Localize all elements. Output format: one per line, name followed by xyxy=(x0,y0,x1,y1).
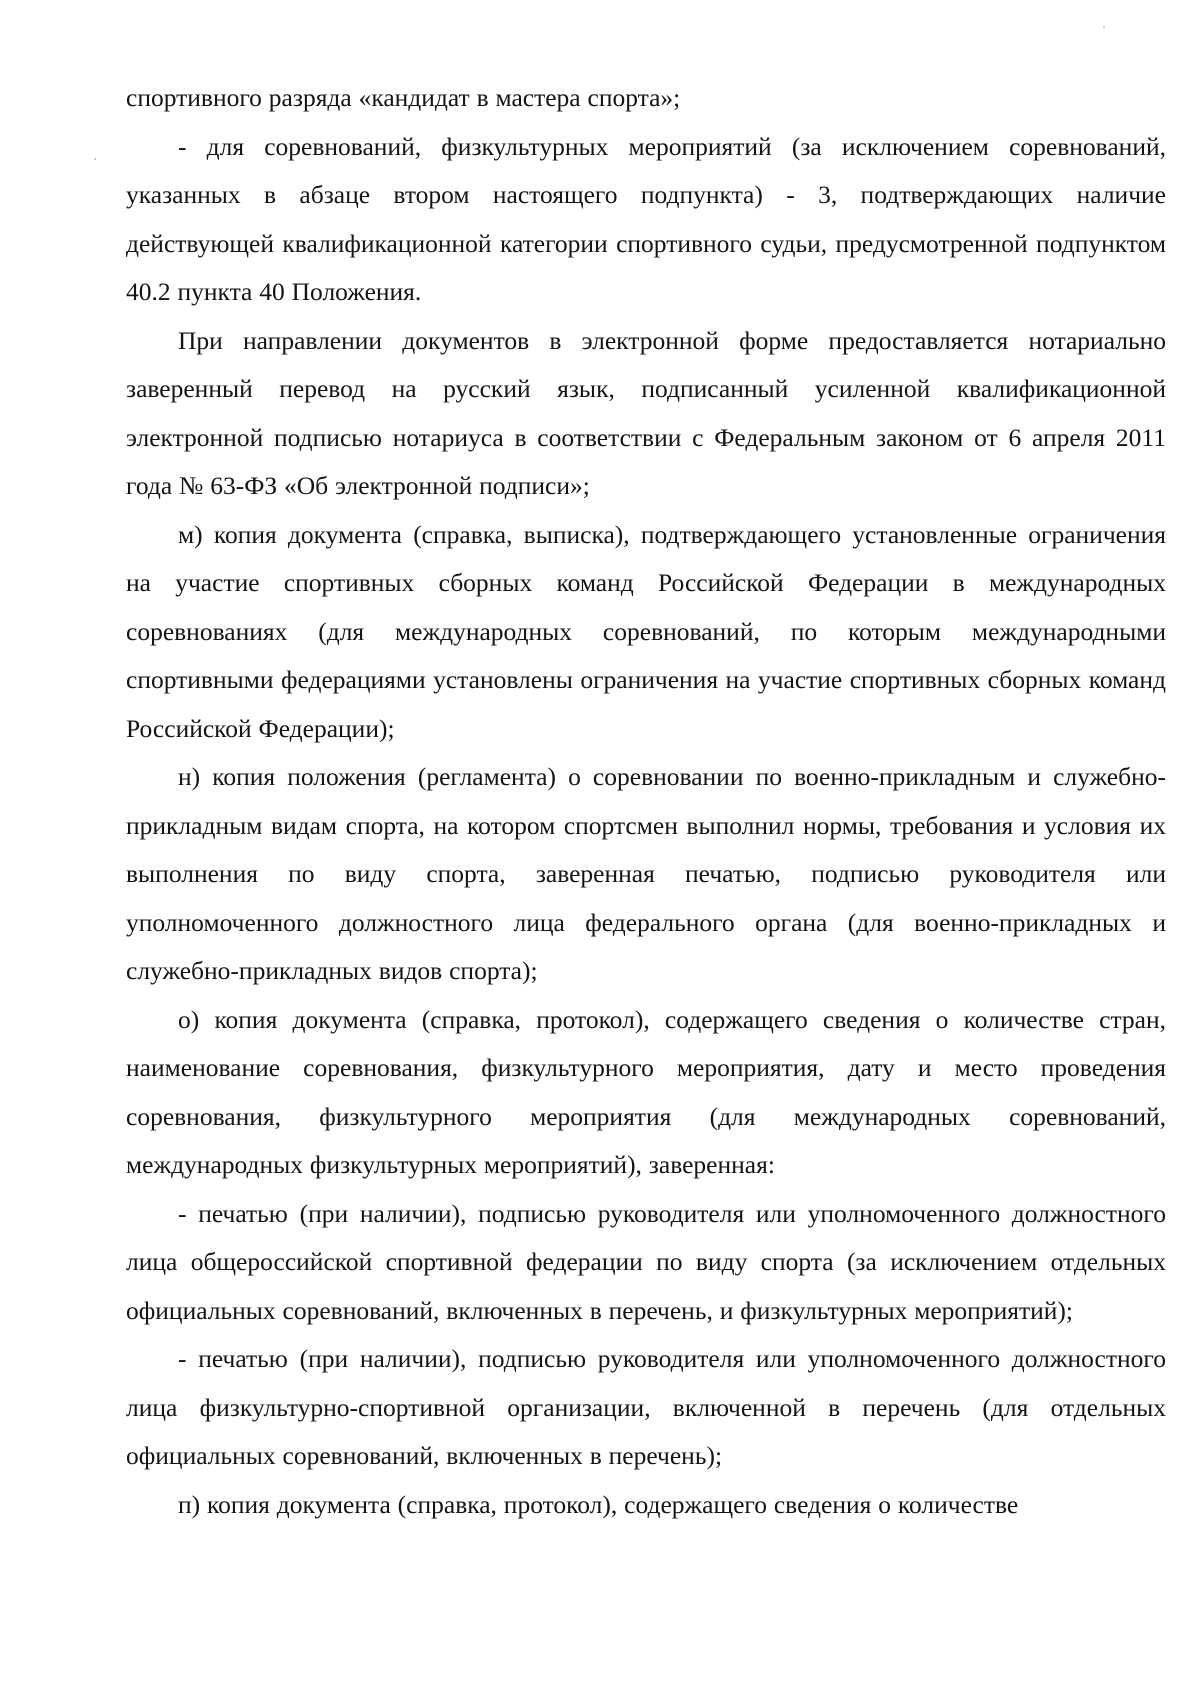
document-body xyxy=(126,74,1166,1529)
scan-speck xyxy=(1103,26,1105,28)
paragraph-continuation: спортивного разряда «кандидат в мастера спорта»; xyxy=(126,83,681,112)
paragraph-judges-count: - для соревнований, физкультурных мероприятий (за исключением соревнований, указанных в абзаце втором настоящего подпункта) - 3, подтверждающих наличие действующей квалификационной категории спортивного судьи, предусмотренной подпунктом 40.2 пункта 40 Положения. xyxy=(126,131,1166,306)
paragraph-electronic-documents: При направлении документов в электронной форме предоставляется нотариально заверенный перевод на русский язык, подписанный усиленной квалификационной электронной подписью нотариуса в соответствии с Федеральным законом от 6 апреля 2011 года № 63-ФЗ «Об электронной подписи»; xyxy=(126,325,1166,500)
paragraph-item-p: п) копия документа (справка, протокол), содержащего сведения о количестве xyxy=(178,1489,1019,1519)
scan-speck xyxy=(94,158,96,160)
paragraph-item-o: о) копия документа (справка, протокол), содержащего сведения о количестве стран, наименование соревнования, физкультурного мероприятия, дату и место проведения соревнования, физкультурного мероприятия (для международных соревнований, международных физкультурных мероприятий), заверенная: xyxy=(126,1004,1166,1179)
paragraph-item-m: м) копия документа (справка, выписка), подтверждающего установленные ограничения на участие спортивных сборных команд Российской Федерации в международных соревнованиях (для международных соревнований, по которым международными спортивными федерациями установлены ограничения на участие спортивных сборных команд Российской Федерации); xyxy=(126,519,1166,743)
paragraph-item-o-organization: - печатью (при наличии), подписью руководителя или уполномоченного должностного лица физкультурно-спортивной организации, включенной в перечень (для отдельных официальных соревнований, включенных в перечень); xyxy=(126,1344,1166,1470)
paragraph-item-o-federation: - печатью (при наличии), подписью руководителя или уполномоченного должностного лица общероссийской спортивной федерации по виду спорта (за исключением отдельных официальных соревнований, включенных в перечень, и физкультурных мероприятий); xyxy=(126,1198,1166,1325)
paragraph-item-n: н) копия положения (регламента) о соревновании по военно-прикладным и служебно-прикладным видам спорта, на котором спортсмен выполнил нормы, требования и условия их выполнения по виду спорта, заверенная печатью, подписью руководителя или уполномоченного должностного лица федерального органа (для военно-прикладных и служебно-прикладных видов спорта); xyxy=(126,762,1166,985)
